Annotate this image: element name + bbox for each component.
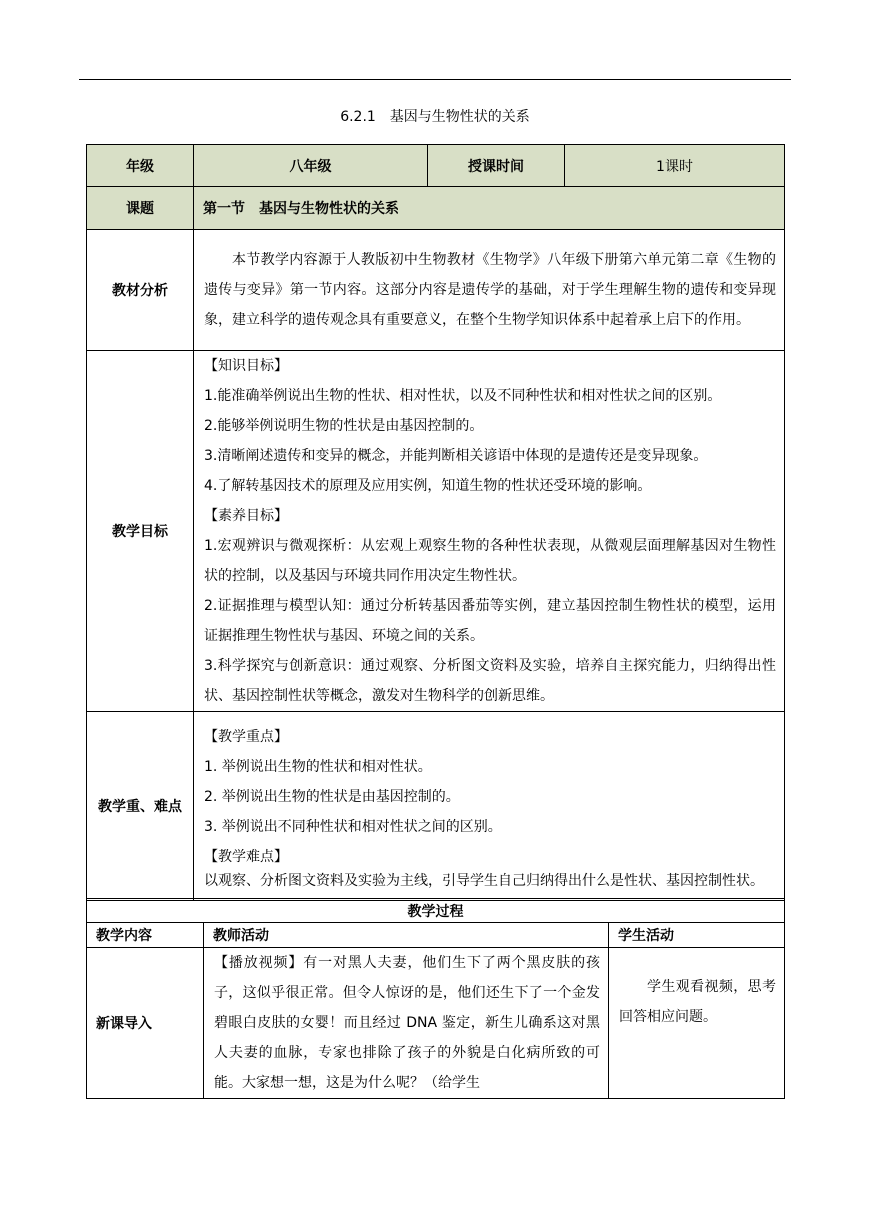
grade-label: 年级 (87, 145, 194, 187)
keypoints-label: 教学重、难点 (87, 712, 194, 901)
focus-item: 2. 举例说出生物的性状是由基因控制的。 (204, 789, 460, 805)
student-activity-cell (609, 948, 785, 1099)
topic-label: 课题 (87, 187, 194, 230)
objectives-label: 教学目标 (87, 351, 194, 712)
knowledge-heading: 【知识目标】 (204, 358, 288, 374)
difficulty-heading: 【教学难点】 (204, 849, 288, 865)
focus-item: 3. 举例说出不同种性状和相对性状之间的区别。 (204, 819, 502, 835)
col-content-header: 教学内容 (87, 923, 204, 948)
document-title: 6.2.1 基因与生物性状的关系 (340, 109, 530, 125)
knowledge-item: 2.能够举例说明生物的性状是由基因控制的。 (204, 418, 484, 434)
teacher-activity-cell (204, 948, 609, 1099)
col-teacher-header: 教师活动 (204, 923, 609, 948)
knowledge-item: 3.清晰阐述遗传和变异的概念，并能判断相关谚语中体现的是遗传还是变异现象。 (204, 448, 708, 464)
keypoints-cell (194, 712, 785, 901)
grade-value: 八年级 (194, 145, 428, 187)
analysis-row (87, 230, 785, 351)
topic-value: 第一节 基因与生物性状的关系 (194, 187, 785, 230)
topic-row (87, 187, 785, 230)
objectives-row (87, 351, 785, 712)
focus-heading: 【教学重点】 (204, 729, 288, 745)
header-rule (79, 79, 791, 80)
time-value: 1课时 (565, 145, 785, 187)
process-table (86, 898, 785, 1099)
process-title-row (87, 899, 785, 923)
keypoints-row (87, 712, 785, 901)
literacy-heading: 【素养目标】 (204, 508, 288, 524)
teacher-activity-text: 【播放视频】有一对黑人夫妻，他们生下了两个黑皮肤的孩子，这似乎很正常。但令人惊讶的是，他们还生下了一个金发碧眼白皮肤的女婴！而且经过 DNA 鉴定，新生儿确系这对黑人夫妻的血脉，专家也排除了孩子的外貌是白化病所致的可能。大家想一想，这是为什么呢？（给学生 (214, 955, 600, 1091)
literacy-item: 3.科学探究与创新意识：通过观察、分析图文资料及实验，培养自主探究能力，归纳得出性状、基因控制性状等概念，激发对生物科学的创新思维。 (204, 658, 776, 704)
lesson-info-table (86, 144, 785, 901)
analysis-cell (194, 230, 785, 351)
process-row (87, 948, 785, 1099)
knowledge-item: 1.能准确举例说出生物的性状、相对性状，以及不同种性状和相对性状之间的区别。 (204, 388, 722, 404)
analysis-text: 本节教学内容源于人教版初中生物教材《生物学》八年级下册第六单元第二章《生物的遗传与变异》第一节内容。这部分内容是遗传学的基础，对于学生理解生物的遗传和变异现象，建立科学的遗传观念具有重要意义，在整个生物学知识体系中起着承上启下的作用。 (204, 252, 776, 328)
literacy-item: 2.证据推理与模型认知：通过分析转基因番茄等实例，建立基因控制生物性状的模型，运用证据推理生物性状与基因、环境之间的关系。 (204, 598, 776, 644)
grade-row (87, 145, 785, 187)
process-header-row (87, 923, 785, 948)
knowledge-item: 4.了解转基因技术的原理及应用实例，知道生物的性状还受环境的影响。 (204, 478, 652, 494)
student-activity-text: 学生观看视频，思考回答相应问题。 (619, 979, 776, 1025)
process-title: 教学过程 (87, 899, 785, 923)
literacy-item: 1.宏观辨识与微观探析：从宏观上观察生物的各种性状表现，从微观层面理解基因对生物性状的控制，以及基因与环境共同作用决定生物性状。 (204, 538, 776, 584)
time-label: 授课时间 (428, 145, 565, 187)
objectives-cell (194, 351, 785, 712)
process-content-cell: 新课导入 (87, 948, 204, 1099)
difficulty-text: 以观察、分析图文资料及实验为主线，引导学生自己归纳得出什么是性状、基因控制性状。 (204, 873, 764, 889)
col-student-header: 学生活动 (609, 923, 785, 948)
analysis-label: 教材分析 (87, 230, 194, 351)
focus-item: 1. 举例说出生物的性状和相对性状。 (204, 759, 432, 775)
